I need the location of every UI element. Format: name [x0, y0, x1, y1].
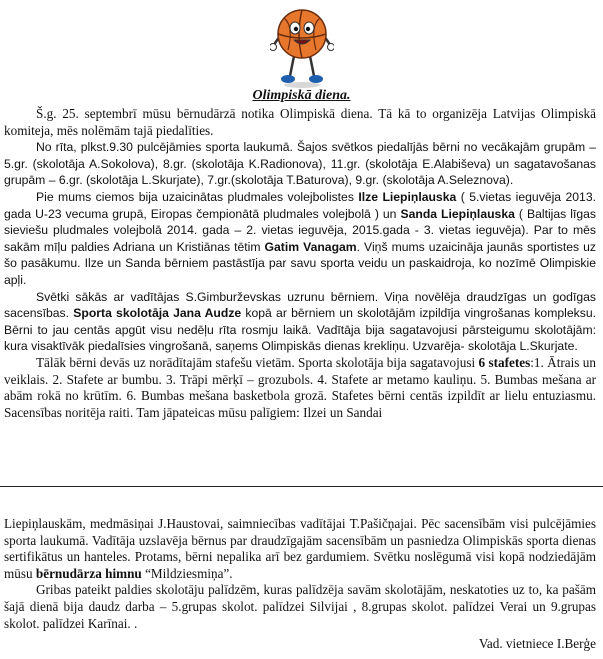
paragraph-thanks: Liepiņlauskām, medmāsiņai J.Haustovai, saimniecības vadītājai T.Pašičņajai. Pēc sacensībām visi pulcējāmies sporta laukumā. Vadītāja uzslavēja bērnus par draudzīgajām sacensībām un pasniedza Olimpiskās sporta dienas sertifikātus un hanteles. Protams, bērni nepalika arī bez gardumiem. Svētku noslēgumā visi kopā nodziedājām mūsu bērnudārza himnu “Mildziesmiņa”.: [4, 516, 596, 581]
page-divider: [0, 486, 603, 487]
paragraph-relays: Tālāk bērni devās uz norādītajām stafešu vietām. Sporta skolotāja bija sagatavojusi 6 stafetes:1. Ātrais un veiklais. 2. Stafete ar bumbu. 3. Trāpi mērķī – grozubols. 4. Stafete ar metamo kauliņu. 5. Bumbas mešana ar abām rokā no krūtīm. 6. Bumbas mešana basketbola grozā. Stafetes bērni centās izpildīt ar lielu entuziasmu. Sacensības noritēja raiti. Tam jāpateicas mūsu palīgiem: Ilzei un Sandai: [4, 354, 596, 420]
document-page-1: [4, 106, 596, 421]
document-page-2: [4, 516, 596, 653]
signature: Vad. vietniece I.Berģe: [478, 636, 596, 652]
paragraph-opening: Svētki sākās ar vadītājas S.Gimburževskas uzrunu bērniem. Viņa novēlēja draudzīgas un godīgas sacensības. Sporta skolotāja Jana Audze kopā ar bērniem un skolotājām izpildīja vingrošanas kompleksu. Bērni to jau centās apgūt visu nedēļu rīta rosmju laikā. Vadītāja bija sagatavojusi pārsteigumu skolotājām: kura visaktīvāk piedalīsies vingrošanā, saņems Olimpiskās dienas krekliņu. Uzvarēja- skolotāja L.Skurjate.: [4, 289, 596, 354]
document-title: Olimpiskā diena.: [252, 88, 351, 103]
paragraph-participants: No rīta, plkst.9.30 pulcējāmies sporta laukumā. Šajos svētkos piedalījās bērni no vecākajām grupām – 5.gr. (skolotāja A.Sokolova), 8.gr. (skolotāja K.Radionova), 11.gr. (skolotāja E.Alabiševa) un sagatavošanas grupām – 6.gr. (skolotāja L.Skurjate), 7.gr.(skolotāja T.Baturova), 9.gr. (skolotāja A.Seleznova).: [4, 140, 596, 188]
basketball-mascot-icon: [270, 6, 334, 88]
paragraph-assistants: Gribas pateikt paldies skolotāju palīdzēm, kuras palīdzēja savām skolotājām, neskatoties uz to, ka pašām šajā dienā bija daudz darba – 5.grupas skolot. palīdzei Silvijai , 8.grupas skolot. palīdzei Verai un 9.grupas skolot. palīdzei Karīnai. .: [4, 582, 596, 631]
paragraph-guests: Pie mums ciemos bija uzaicinātas pludmales volejbolistes Ilze Liepiņlauska ( 5.vietas ieguvēja 2013. gada U-23 vecuma grupā, Eiropas čempionātā pludmales volejbolā ) un Sanda Liepiņlauska ( Baltijas līgas sieviešu pludmales volejbolā 2014. gada – 2. vietas ieguvēja, 2015.gada - 3. vietas ieguvēja). Par to mēs sakām mīļu paldies Adriana un Kristiānas tētim Gatim Vanagam. Viņš mums uzaicināja jaunās sportistes uz šo pasākumu. Ilze un Sanda bērniem pastāstīja par savu sporta veidu un paskaidroja, ko nozīmē Olimpiskie apļi.: [4, 189, 597, 287]
paragraph-intro: Š.g. 25. septembrī mūsu bērnudārzā notika Olimpiskā diena. Tā kā to organizēja Latvijas Olimpiskā komiteja, mēs nolēmām tajā piedalīties.: [4, 106, 596, 138]
